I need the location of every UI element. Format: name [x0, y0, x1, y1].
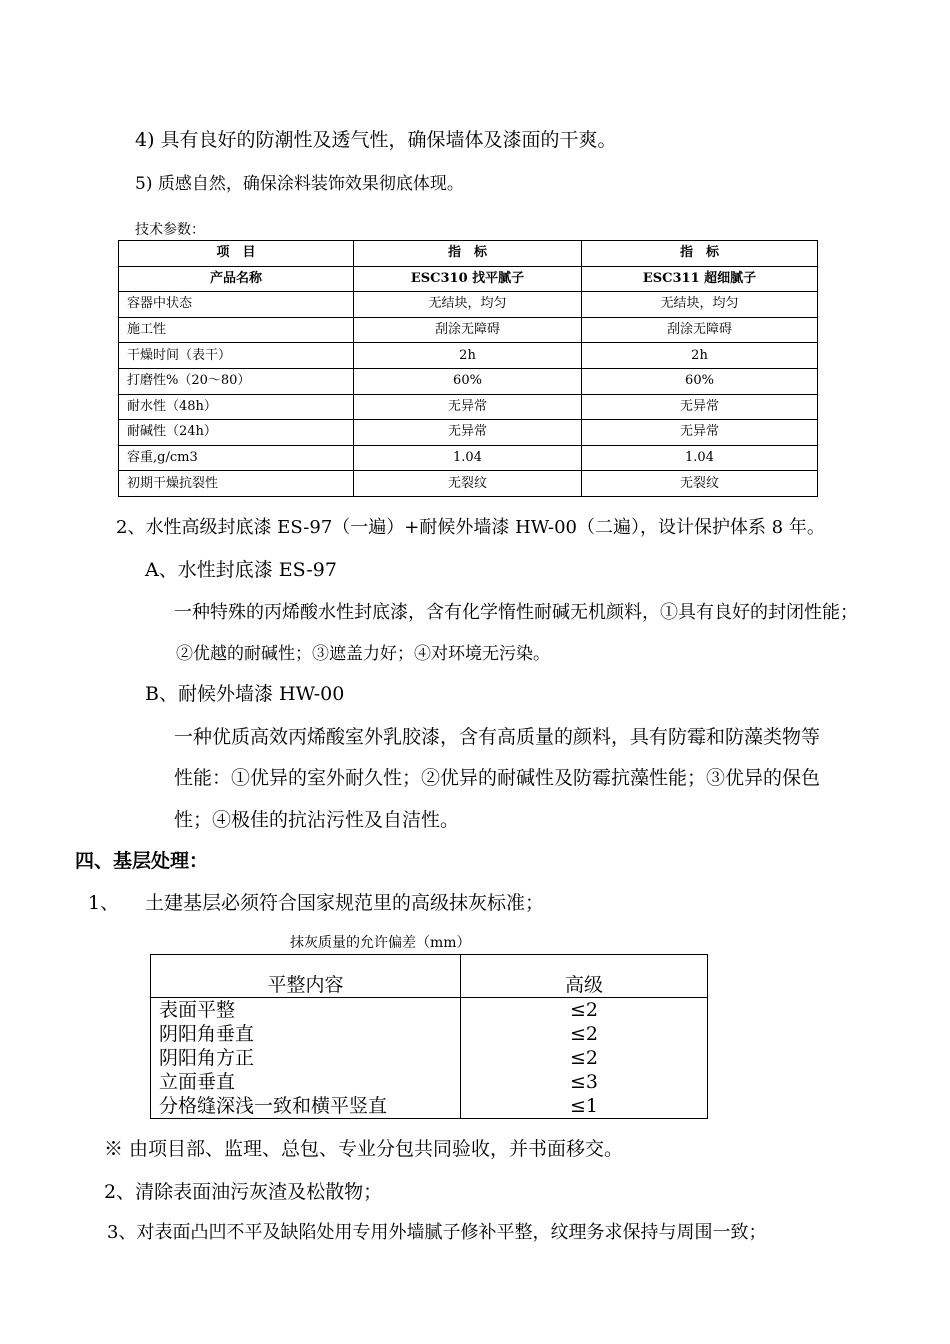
- feature-item-5: 5) 质感自然，确保涂料装饰效果彻底体现。: [135, 174, 464, 194]
- row-value-2: 1.04: [582, 445, 818, 471]
- row-label: 干燥时间（表干）: [119, 343, 354, 369]
- row-value-1: 刮涂无障碍: [354, 317, 582, 343]
- row-level: ≤2: [461, 1022, 708, 1046]
- header-item: 项 目: [119, 241, 354, 267]
- product-esc311: ESC311 超细腻子: [582, 266, 818, 292]
- header-spec-2: 指 标: [582, 241, 818, 267]
- row-content: 阴阳角垂直: [151, 1022, 461, 1046]
- tech-params-table: [118, 240, 818, 497]
- row-content: 分格缝深浅一致和横平竖直: [151, 1094, 461, 1119]
- table-row: [119, 471, 818, 497]
- section-2a-line-1: 一种特殊的丙烯酸水性封底漆，含有化学惰性耐碱无机颜料，①具有良好的封闭性能；: [174, 602, 858, 623]
- section-4-item-1-text: 土建基层必须符合国家规范里的高级抹灰标准；: [145, 892, 545, 914]
- tech-params-caption: 技术参数：: [135, 222, 205, 238]
- deviation-caption: 抹灰质量的允许偏差（mm）: [290, 935, 471, 951]
- feature-item-4: 4) 具有良好的防潮性及透气性，确保墙体及漆面的干爽。: [135, 129, 617, 151]
- row-value-2: 无裂纹: [582, 471, 818, 497]
- section-4-item-1-number: 1、: [88, 892, 120, 914]
- row-level: ≤2: [461, 998, 708, 1023]
- table-row: [119, 368, 818, 394]
- table-row: [151, 1046, 708, 1070]
- row-label: 耐水性（48h）: [119, 394, 354, 420]
- header-spec-1: 指 标: [354, 241, 582, 267]
- row-value-1: 无结块，均匀: [354, 292, 582, 318]
- section-2a-title: A、水性封底漆 ES-97: [145, 559, 337, 581]
- row-label: 容重,g/cm3: [119, 445, 354, 471]
- section-2b-title: B、耐候外墙漆 HW-00: [145, 683, 345, 705]
- table-row: [151, 1022, 708, 1046]
- table-row: [119, 317, 818, 343]
- section-2-title: 2、水性高级封底漆 ES-97（一遍）+耐候外墙漆 HW-00（二遍），设计保护体系 8 年。: [116, 517, 825, 538]
- section-4-title: 四、基层处理：: [75, 850, 209, 872]
- row-label: 耐碱性（24h）: [119, 420, 354, 446]
- row-level: ≤3: [461, 1070, 708, 1094]
- row-label: 施工性: [119, 317, 354, 343]
- row-label: 初期干燥抗裂性: [119, 471, 354, 497]
- row-level: ≤2: [461, 1046, 708, 1070]
- row-value-1: 60%: [354, 368, 582, 394]
- row-value-2: 无异常: [582, 394, 818, 420]
- table-header-row: [151, 955, 708, 998]
- row-value-1: 无异常: [354, 394, 582, 420]
- row-value-1: 1.04: [354, 445, 582, 471]
- table-row: [151, 998, 708, 1023]
- header-content: 平整内容: [151, 955, 461, 998]
- row-level: ≤1: [461, 1094, 708, 1119]
- row-value-1: 无异常: [354, 420, 582, 446]
- table-row: [119, 394, 818, 420]
- table-row: [119, 343, 818, 369]
- section-2a-line-2: ②优越的耐碱性；③遮盖力好；④对环境无污染。: [176, 644, 550, 664]
- row-value-2: 60%: [582, 368, 818, 394]
- row-value-1: 无裂纹: [354, 471, 582, 497]
- row-content: 立面垂直: [151, 1070, 461, 1094]
- section-2b-line-2: 性能：①优异的室外耐久性；②优异的耐碱性及防霉抗藻性能；③优异的保色: [174, 767, 821, 789]
- table-row: [119, 420, 818, 446]
- table-row: [119, 445, 818, 471]
- acceptance-note: ※ 由项目部、监理、总包、专业分包共同验收，并书面移交。: [104, 1138, 624, 1160]
- product-name-label: 产品名称: [119, 266, 354, 292]
- section-2b-line-1: 一种优质高效丙烯酸室外乳胶漆，含有高质量的颜料，具有防霉和防藻类物等: [174, 726, 821, 748]
- table-row: [119, 292, 818, 318]
- table-row: [151, 1070, 708, 1094]
- row-value-2: 无结块，均匀: [582, 292, 818, 318]
- section-2b-line-3: 性；④极佳的抗沾污性及自洁性。: [174, 809, 460, 831]
- deviation-table: [150, 954, 708, 1119]
- row-label: 容器中状态: [119, 292, 354, 318]
- row-content: 表面平整: [151, 998, 461, 1023]
- row-content: 阴阳角方正: [151, 1046, 461, 1070]
- header-level: 高级: [461, 955, 708, 998]
- section-4-item-2: 2、清除表面油污灰渣及松散物；: [104, 1181, 383, 1203]
- product-esc310: ESC310 找平腻子: [354, 266, 582, 292]
- row-label: 打磨性%（20～80）: [119, 368, 354, 394]
- row-value-1: 2h: [354, 343, 582, 369]
- product-name-row: [119, 266, 818, 292]
- row-value-2: 2h: [582, 343, 818, 369]
- table-header-row: [119, 241, 818, 267]
- table-row: [151, 1094, 708, 1119]
- row-value-2: 无异常: [582, 420, 818, 446]
- row-value-2: 刮涂无障碍: [582, 317, 818, 343]
- section-4-item-3: 3、对表面凸凹不平及缺陷处用专用外墙腻子修补平整，纹理务求保持与周围一致；: [107, 1222, 767, 1243]
